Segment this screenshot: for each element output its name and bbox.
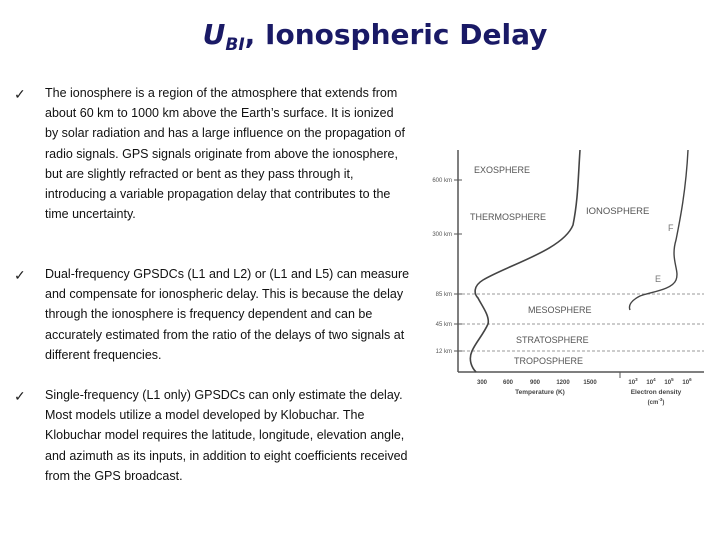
density-tick: $10^5$ (664, 377, 674, 386)
density-tick: $10^4$ (646, 377, 656, 386)
atmosphere-diagram (418, 140, 718, 415)
altitude-label-12: 12 km (435, 349, 452, 355)
bullet-text: Dual-frequency GPSDCs (L1 and L2) or (L1 and L5) can measure and compensate for ionospheric delay. This is because the delay through the ionosphere is frequency dependent and can be accurately estimated from the ratio of the delays of two signals at different frequencies. (45, 267, 410, 362)
exosphere-label: EXOSPHERE (474, 165, 531, 175)
title-symbol: U (202, 18, 226, 51)
checkmark-icon: ✓ (14, 267, 26, 283)
electron-density-profile (629, 150, 688, 310)
title-text: , Ionospheric Delay (244, 18, 548, 51)
density-axis-label: Electron density (630, 389, 682, 396)
altitude-label-600: 600 km (432, 178, 452, 184)
temperature-tick: 1500 (583, 380, 597, 386)
checkmark-icon: ✓ (14, 86, 26, 102)
temperature-tick: 300 (476, 380, 488, 386)
f-layer-label: F (668, 223, 674, 233)
altitude-label-300: 300 km (432, 232, 452, 238)
altitude-label-45: 45 km (435, 322, 452, 328)
stratosphere-label: STRATOSPHERE (516, 335, 589, 345)
troposphere-label: TROPOSPHERE (514, 356, 584, 366)
density-tick: $10^3$ (628, 377, 638, 386)
checkmark-icon: ✓ (14, 388, 26, 404)
slide-title (0, 18, 720, 55)
temperature-axis-label: Temperature (K) (515, 389, 565, 396)
bullet-text: The ionosphere is a region of the atmosphere that extends from about 60 km to 1000 km above the Earth’s surface. It is ionized by solar radiation and has a large influence on the propagation of radio signals. GPS signals originate from above the ionosphere, but are slightly refracted or bent as they pass through it, introducing a variable propagation delay that contributes to the time uncertainty. (45, 86, 405, 222)
e-layer-label: E (655, 274, 662, 284)
temperature-tick: 1200 (556, 380, 570, 386)
temperature-tick: 900 (529, 380, 541, 386)
density-units: $(cm^{-3})$ (647, 397, 665, 406)
title-subscript: BI (225, 35, 245, 55)
density-tick: $10^6$ (682, 377, 692, 386)
bullet-text: Single-frequency (L1 only) GPSDCs can only estimate the delay. Most models utilize a model developed by Klobuchar. The Klobuchar model requires the latitude, longitude, elevation angle, and azimuth as its inputs, in addition to eight coefficients received from the GPS broadcast. (45, 388, 408, 483)
thermosphere-label: THERMOSPHERE (470, 212, 547, 222)
mesosphere-label: MESOSPHERE (528, 305, 592, 315)
altitude-label-85: 85 km (435, 292, 452, 298)
temperature-tick: 600 (502, 380, 514, 386)
ionosphere-label: IONOSPHERE (586, 206, 650, 217)
